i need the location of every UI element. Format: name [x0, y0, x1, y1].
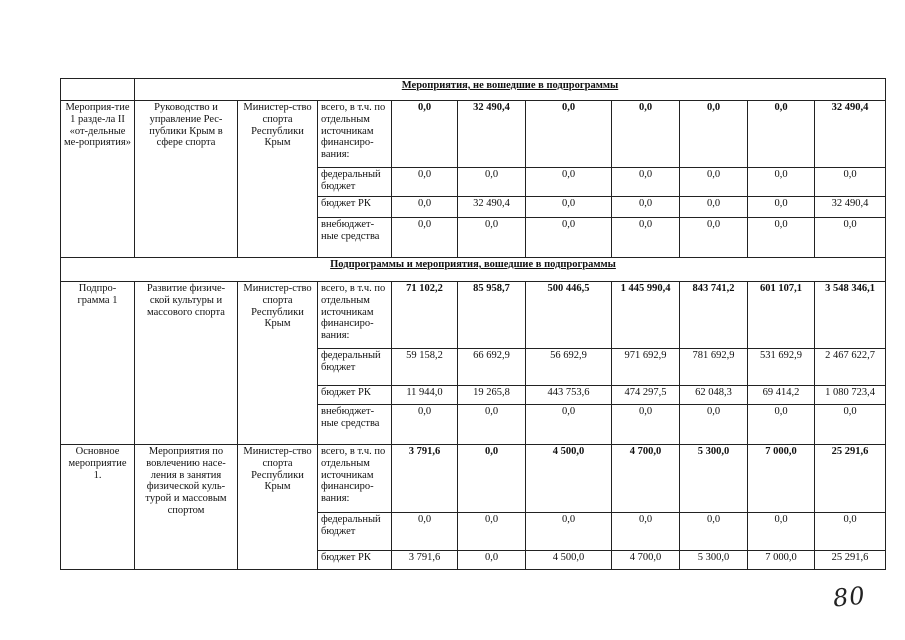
value-cell: 0,0 [612, 168, 680, 197]
value-cell: 0,0 [392, 405, 458, 445]
value-cell: 5 300,0 [680, 551, 748, 570]
section-title: Подпрограммы и мероприятия, вошедшие в подпрограммы [61, 258, 886, 282]
value-cell: 0,0 [612, 513, 680, 551]
value-cell: 971 692,9 [612, 349, 680, 386]
row-name: Мероприя-тие 1 разде-ла II «от-дельные ме-роприятия» [61, 101, 135, 258]
value-cell: 0,0 [748, 197, 815, 218]
table-row [61, 445, 886, 513]
value-cell: 1 445 990,4 [612, 282, 680, 349]
value-cell: 7 000,0 [748, 445, 815, 513]
value-cell: 0,0 [526, 218, 612, 258]
value-cell: 4 700,0 [612, 551, 680, 570]
value-cell: 0,0 [680, 168, 748, 197]
source-label: бюджет РК [318, 551, 392, 570]
source-label: федеральный бюджет [318, 349, 392, 386]
value-cell: 0,0 [392, 513, 458, 551]
value-cell: 0,0 [748, 405, 815, 445]
value-cell: 3 548 346,1 [815, 282, 886, 349]
value-cell: 531 692,9 [748, 349, 815, 386]
value-cell: 71 102,2 [392, 282, 458, 349]
source-label: внебюджет-ные средства [318, 218, 392, 258]
row-executor: Министер-ство спорта Республики Крым [238, 101, 318, 258]
value-cell: 32 490,4 [458, 197, 526, 218]
value-cell: 0,0 [526, 513, 612, 551]
value-cell: 4 700,0 [612, 445, 680, 513]
source-label: всего, в т.ч. по отдельным источникам финансиро-вания: [318, 282, 392, 349]
value-cell: 66 692,9 [458, 349, 526, 386]
value-cell: 474 297,5 [612, 386, 680, 405]
row-executor: Министер-ство спорта Республики Крым [238, 445, 318, 570]
value-cell: 32 490,4 [815, 101, 886, 168]
value-cell: 0,0 [392, 168, 458, 197]
row-description: Развитие физиче-ской культуры и массового спорта [135, 282, 238, 445]
value-cell: 0,0 [526, 197, 612, 218]
value-cell: 0,0 [612, 218, 680, 258]
row-name: Основное мероприятие 1. [61, 445, 135, 570]
row-description: Руководство и управление Рес-публики Крым в сфере спорта [135, 101, 238, 258]
row-name: Подпро-грамма 1 [61, 282, 135, 445]
value-cell: 0,0 [458, 168, 526, 197]
source-label: федеральный бюджет [318, 168, 392, 197]
value-cell: 0,0 [680, 218, 748, 258]
value-cell: 59 158,2 [392, 349, 458, 386]
value-cell: 0,0 [748, 513, 815, 551]
table-row [61, 101, 886, 168]
value-cell: 443 753,6 [526, 386, 612, 405]
value-cell: 0,0 [458, 551, 526, 570]
value-cell: 56 692,9 [526, 349, 612, 386]
source-label: внебюджет-ные средства [318, 405, 392, 445]
source-label: бюджет РК [318, 197, 392, 218]
value-cell: 0,0 [815, 405, 886, 445]
value-cell: 0,0 [612, 405, 680, 445]
source-label: бюджет РК [318, 386, 392, 405]
value-cell: 85 958,7 [458, 282, 526, 349]
value-cell: 0,0 [612, 101, 680, 168]
value-cell: 601 107,1 [748, 282, 815, 349]
value-cell: 7 000,0 [748, 551, 815, 570]
value-cell: 0,0 [458, 513, 526, 551]
value-cell: 32 490,4 [815, 197, 886, 218]
value-cell: 0,0 [612, 197, 680, 218]
value-cell: 0,0 [526, 168, 612, 197]
value-cell: 0,0 [815, 168, 886, 197]
section-header-row [61, 79, 886, 101]
value-cell: 0,0 [392, 218, 458, 258]
value-cell: 0,0 [680, 101, 748, 168]
table-row [61, 282, 886, 349]
value-cell: 0,0 [748, 101, 815, 168]
value-cell: 843 741,2 [680, 282, 748, 349]
value-cell: 0,0 [680, 197, 748, 218]
value-cell: 25 291,6 [815, 445, 886, 513]
section-header-row [61, 258, 886, 282]
value-cell: 62 048,3 [680, 386, 748, 405]
value-cell: 0,0 [458, 218, 526, 258]
value-cell: 0,0 [680, 513, 748, 551]
funding-table [60, 78, 886, 570]
value-cell: 0,0 [526, 405, 612, 445]
value-cell: 0,0 [680, 405, 748, 445]
value-cell: 19 265,8 [458, 386, 526, 405]
value-cell: 0,0 [392, 101, 458, 168]
value-cell: 0,0 [526, 101, 612, 168]
value-cell: 781 692,9 [680, 349, 748, 386]
value-cell: 500 446,5 [526, 282, 612, 349]
value-cell: 11 944,0 [392, 386, 458, 405]
value-cell: 0,0 [748, 168, 815, 197]
value-cell: 3 791,6 [392, 551, 458, 570]
value-cell: 1 080 723,4 [815, 386, 886, 405]
value-cell: 69 414,2 [748, 386, 815, 405]
value-cell: 0,0 [458, 405, 526, 445]
source-label: всего, в т.ч. по отдельным источникам финансиро-вания: [318, 101, 392, 168]
value-cell: 4 500,0 [526, 445, 612, 513]
value-cell: 0,0 [815, 218, 886, 258]
source-label: всего, в т.ч. по отдельным источникам финансиро-вания: [318, 445, 392, 513]
source-label: федеральный бюджет [318, 513, 392, 551]
value-cell: 32 490,4 [458, 101, 526, 168]
value-cell: 0,0 [392, 197, 458, 218]
row-description: Мероприятия по вовлечению насе-ления в занятия физической куль-турой и массовым спортом [135, 445, 238, 570]
value-cell: 0,0 [458, 445, 526, 513]
value-cell: 4 500,0 [526, 551, 612, 570]
value-cell: 0,0 [815, 513, 886, 551]
value-cell: 3 791,6 [392, 445, 458, 513]
row-executor: Министер-ство спорта Республики Крым [238, 282, 318, 445]
value-cell: 0,0 [748, 218, 815, 258]
value-cell: 25 291,6 [815, 551, 886, 570]
value-cell: 5 300,0 [680, 445, 748, 513]
value-cell: 2 467 622,7 [815, 349, 886, 386]
section-title: Мероприятия, не вошедшие в подпрограммы [135, 79, 886, 101]
handwritten-page-number: 80 [831, 581, 867, 613]
